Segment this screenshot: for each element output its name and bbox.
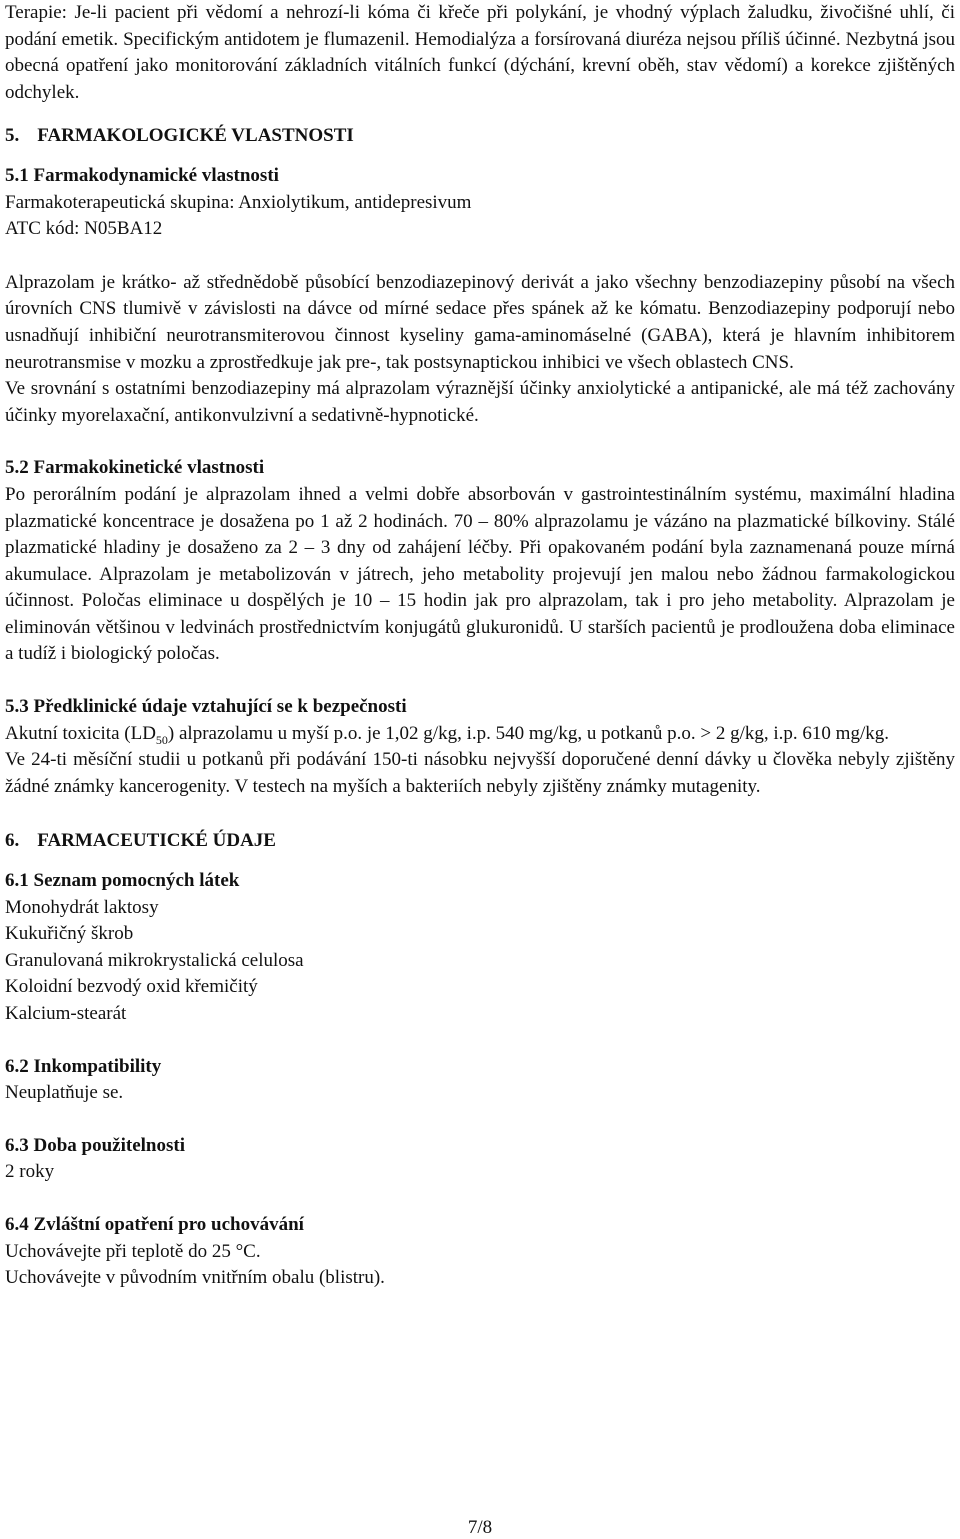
atc-code: ATC kód: N05BA12 bbox=[5, 218, 163, 240]
storage-temperature-text: Uchovávejte při teplotě do 25 °C. bbox=[5, 1240, 261, 1262]
section-5-1-heading: 5.1 Farmakodynamické vlastnosti bbox=[5, 164, 279, 186]
list-item: Koloidní bezvodý oxid křemičitý bbox=[5, 976, 258, 998]
list-item: Monohydrát laktosy bbox=[5, 896, 159, 918]
list-item: Granulovaná mikrokrystalická celulosa bbox=[5, 949, 304, 971]
section-6-title: FARMACEUTICKÉ ÚDAJE bbox=[37, 830, 276, 852]
pharmacotherapeutic-group: Farmakoterapeutická skupina: Anxiolytikum, antidepresivum bbox=[5, 191, 472, 213]
storage-packaging-text: Uchovávejte v původním vnitřním obalu (blistru). bbox=[5, 1267, 385, 1289]
section-6-heading bbox=[5, 828, 955, 855]
section-6-1-heading: 6.1 Seznam pomocných látek bbox=[5, 870, 240, 892]
section-5-2-heading: 5.2 Farmakokinetické vlastnosti bbox=[5, 457, 265, 479]
acute-toxicity-paragraph bbox=[5, 721, 955, 748]
pharmacokinetics-paragraph: Po perorálním podání je alprazolam ihned a velmi dobře absorbován v gastrointestinálním systému, maximální hladina plazmatické koncentrace je dosažena po 1 až 2 hodinách. 70 – 80% alprazolamu je vázáno na plazmatické bílkoviny. Stálé plazmatické hladiny je dosaženo za 2 – 3 dny od zahájení léčby. Při opakovaném podání byla zaznamenaná pouze mírná akumulace. Alprazolam je metabolizován v játrech, jeho metabolity projevují jen malou nebo žádnou farmakologickou účinnost. Poločas eliminace u dospělých je 10 – 15 hodin jak pro alprazolam, tak i pro jeho metabolity. Alprazolam je eliminován většinou v ledvinách prostřednictvím konjugátů glukuronidů. U starších pacientů je prodloužena doba eliminace a tudíž i biologický poločas. bbox=[5, 483, 955, 665]
section-6-4-heading: 6.4 Zvláštní opatření pro uchovávání bbox=[5, 1213, 304, 1235]
therapy-paragraph: Terapie: Je-li pacient při vědomí a nehrozí-li kóma či křeče při polykání, je vhodný výplach žaludku, živočišné uhlí, či podání emetik. Specifickým antidotem je flumazenil. Hemodialýza a forsírovaná diuréza nejsou příliš účinné. Nezbytná jsou obecná opatření jako monitorování základních vitálních funkcí (dýchání, krevní oběh, stav vědomí) a korekce zjištěných odchylek. bbox=[5, 2, 955, 103]
section-6-2-heading: 6.2 Inkompatibility bbox=[5, 1055, 162, 1077]
section-5-3-heading: 5.3 Předklinické údaje vztahující se k bezpečnosti bbox=[5, 696, 407, 718]
section-6-number: 6. bbox=[5, 830, 20, 852]
pharmacodynamics-comparison: Ve srovnání s ostatními benzodiazepiny má alprazolam výraznější účinky anxiolytické a antipanické, ale má též zachovány účinky myorelaxační, antikonvulzivní a sedativně-hypnotické. bbox=[5, 378, 955, 426]
section-5-heading bbox=[5, 123, 955, 150]
list-item: Kukuřičný škrob bbox=[5, 923, 134, 945]
section-5-title: FARMAKOLOGICKÉ VLASTNOSTI bbox=[37, 125, 354, 147]
acute-toxicity-before: Akutní toxicita (LD bbox=[5, 722, 156, 744]
pharmacodynamics-paragraph: Alprazolam je krátko- až střednědobě působící benzodiazepinový derivát a jako všechny benzodiazepiny působí na všech úrovních CNS tlumivě v závislosti na dávce od mírné sedace přes spánek až ke kómatu. Benzodiazepiny podporují nebo usnadňují inhibiční neurotransmiterovou činnost kyseliny gama-aminomáselné (GABA), která je hlavním inhibitorem neurotransmise v mozku a zprostředkuje jak pre-, tak postsynaptickou inhibici ve všech oblastech CNS. bbox=[5, 271, 955, 373]
carcinogenicity-paragraph: Ve 24-ti měsíční studii u potkanů při podávání 150-ti násobku nejvyšší doporučené denní dávky u člověka nebyly zjištěny žádné známky kancerogenity. V testech na myších a bakteriích nebyly zjištěny známky mutagenity. bbox=[5, 749, 955, 797]
section-6-3-heading: 6.3 Doba použitelnosti bbox=[5, 1134, 185, 1156]
incompatibilities-text: Neuplatňuje se. bbox=[5, 1082, 124, 1104]
list-item: Kalcium-stearát bbox=[5, 1003, 127, 1024]
page-number: 7/8 bbox=[467, 1517, 493, 1538]
ld-subscript: 50 bbox=[155, 732, 168, 747]
excipients-list bbox=[5, 895, 955, 1028]
shelf-life-text: 2 roky bbox=[5, 1161, 55, 1183]
acute-toxicity-after: ) alprazolamu u myší p.o. je 1,02 g/kg, i.p. 540 mg/kg, u potkanů p.o. > 2 g/kg, i.p. 610 mg/kg. bbox=[167, 722, 889, 744]
document-page bbox=[5, 0, 955, 1292]
section-5-number: 5. bbox=[5, 125, 20, 147]
